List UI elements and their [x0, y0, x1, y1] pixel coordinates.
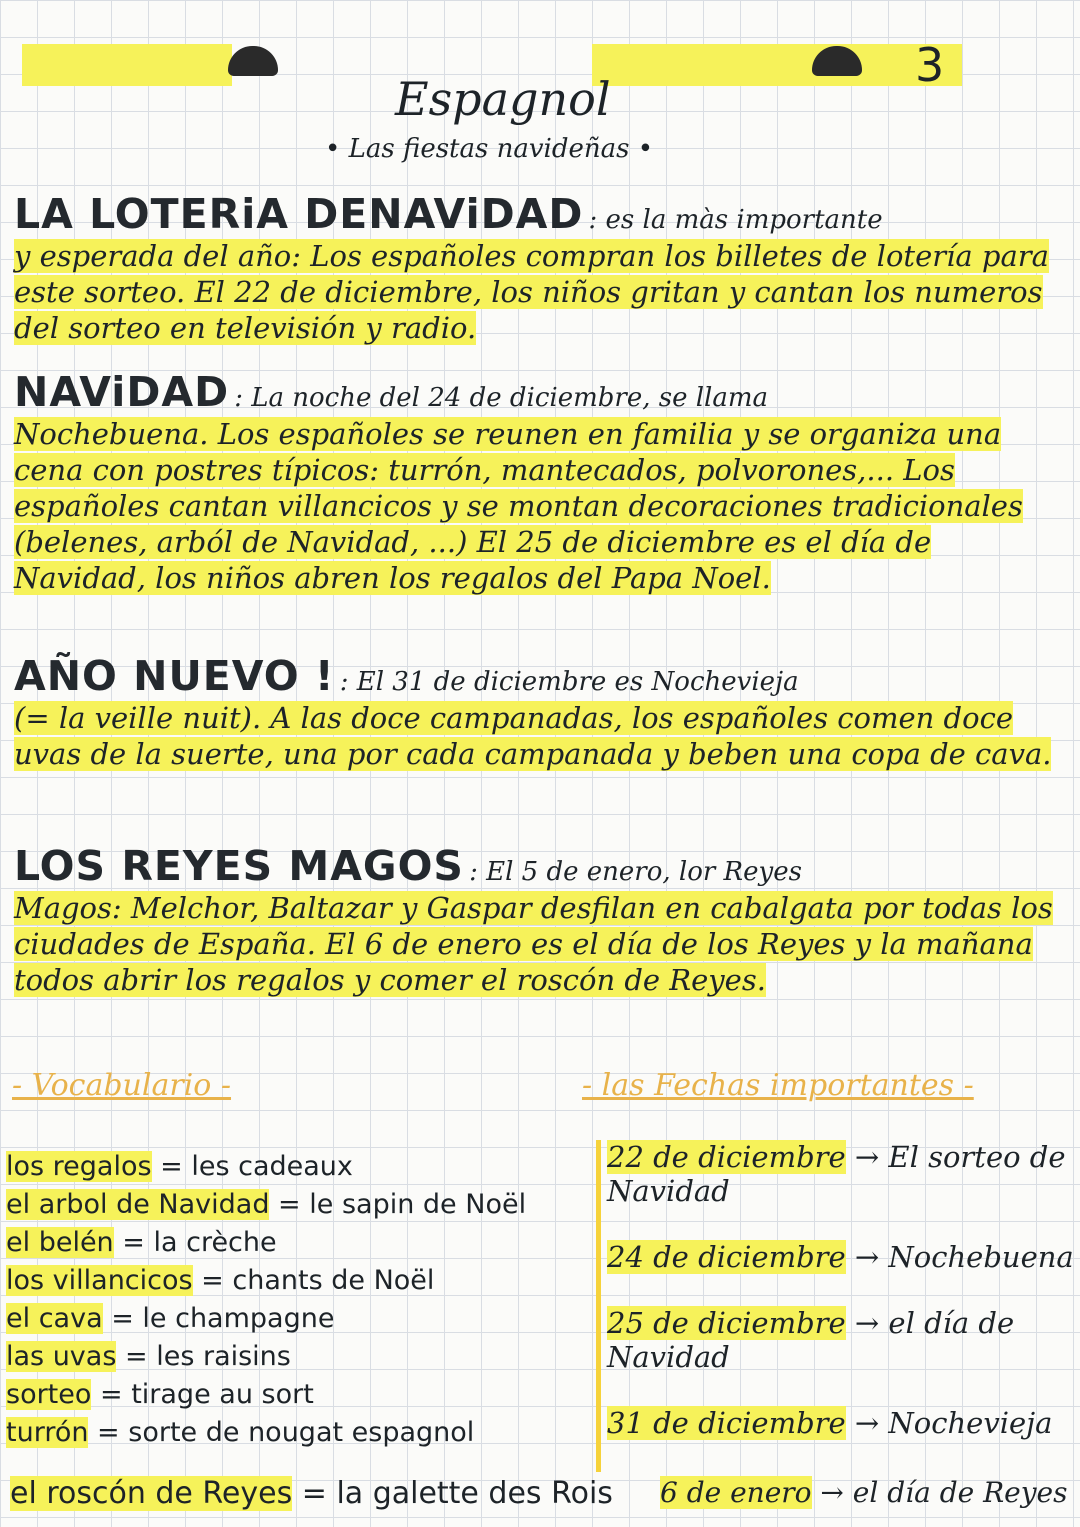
section-title: LOS REYES MAGOS: [14, 842, 464, 890]
list-item: 31 de diciembre → Nochevieja: [607, 1406, 1053, 1440]
section-text: Magos: Melchor, Baltazar y Gaspar desfilan en cabalgata por todas los ciudades de España. El 6 de enero es el día de los Reyes y la mañana todos abrir los regalos y comer el roscón de Reyes.: [14, 891, 1053, 997]
section-lead: : es la màs importante: [588, 205, 883, 235]
section-title: AÑO NUEVO !: [14, 652, 335, 700]
list-item: 22 de diciembre → El sorteo de Navidad: [607, 1140, 1066, 1208]
section-reyes-magos: [14, 842, 1068, 998]
binder-hole-left: [228, 46, 278, 76]
section-title: LA LOTERiA DENAViDAD: [14, 190, 584, 238]
section-text: (= la veille nuit). A las doce campanadas, los españoles comen doce uvas de la suerte, una por cada campanada y beben una copa de cava.: [14, 701, 1052, 771]
section-text: Nochebuena. Los españoles se reunen en familia y se organiza una cena con postres típicos: turrón, mantecados, polvorones,... Los españoles cantan villancicos y se montan decoraciones tradicionales (belenes, arból de Navidad, ...) El 25 de diciembre es el día de Navidad, los niños abren los regalos del Papa Noel.: [14, 417, 1023, 595]
section-loteria: [14, 190, 1068, 346]
list-item: el cava = le champagne: [6, 1303, 335, 1334]
section-navidad: [14, 368, 1068, 596]
page-number: 3: [915, 38, 945, 92]
page-subtitle: • Las fiestas navideñas •: [325, 134, 654, 164]
vocab-list: [6, 1148, 576, 1452]
title-highlight-right: [592, 44, 962, 86]
title-highlight-left: [22, 44, 232, 86]
section-text: y esperada del año: Los españoles compran los billetes de lotería para este sorteo. El 22 de diciembre, los niños gritan y cantan los numeros del sorteo en televisión y radio.: [14, 239, 1049, 345]
list-item: las uvas = les raisins: [6, 1341, 291, 1372]
section-ano-nuevo: [14, 652, 1068, 772]
dates-list: [596, 1140, 1077, 1472]
list-item: el belén = la crèche: [6, 1227, 277, 1258]
fechas-title: - las Fechas importantes -: [582, 1068, 974, 1103]
list-item: 25 de diciembre → el día de Navidad: [607, 1306, 1015, 1374]
list-item: sorteo = tirage au sort: [6, 1379, 314, 1410]
list-item: los regalos = les cadeaux: [6, 1151, 353, 1182]
section-lead: : El 31 de diciembre es Nochevieja: [339, 667, 799, 697]
date-last-item: 6 de enero → el día de Reyes: [660, 1476, 1068, 1509]
list-item: el arbol de Navidad = le sapin de Noël: [6, 1189, 527, 1220]
list-item: turrón = sorte de nougat espagnol: [6, 1417, 475, 1448]
list-item: los villancicos = chants de Noël: [6, 1265, 435, 1296]
section-lead: : La noche del 24 de diciembre, se llama: [234, 383, 769, 413]
section-lead: : El 5 de enero, lor Reyes: [469, 857, 802, 887]
page-title: Espagnol: [395, 72, 611, 126]
vocab-last-item: el roscón de Reyes = la galette des Rois: [10, 1476, 613, 1511]
vocabulario-title: - Vocabulario -: [12, 1068, 232, 1103]
list-item: 24 de diciembre → Nochebuena: [607, 1240, 1074, 1274]
section-title: NAViDAD: [14, 368, 230, 416]
